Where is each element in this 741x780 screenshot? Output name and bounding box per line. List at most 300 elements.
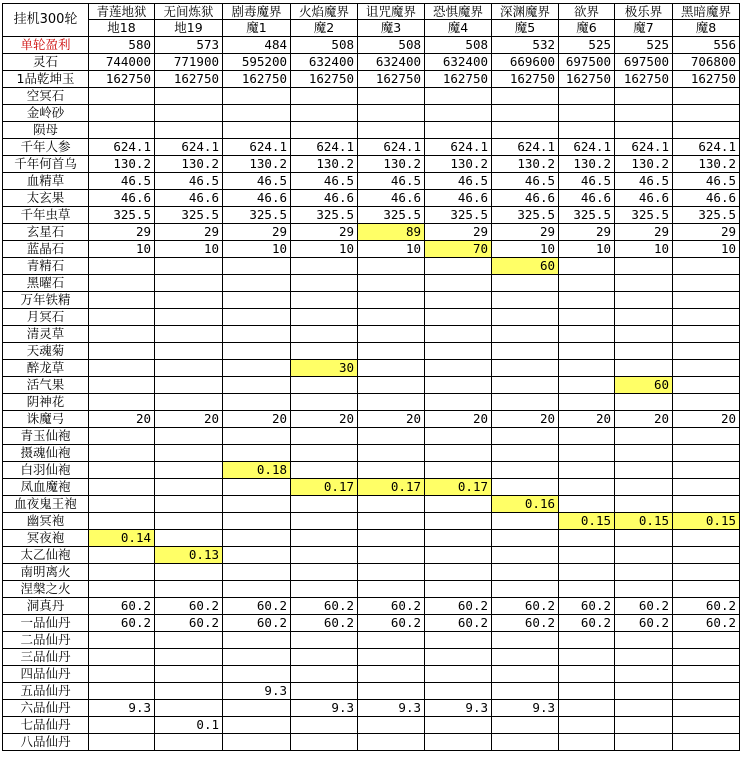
data-cell[interactable] — [559, 291, 615, 308]
data-cell[interactable] — [89, 478, 155, 495]
data-cell[interactable] — [155, 376, 223, 393]
data-cell[interactable] — [223, 665, 291, 682]
data-cell[interactable] — [425, 342, 492, 359]
data-cell[interactable] — [223, 376, 291, 393]
data-cell[interactable]: 46.6 — [615, 189, 673, 206]
data-cell[interactable]: 632400 — [358, 53, 425, 70]
data-cell[interactable]: 0.17 — [291, 478, 358, 495]
row-label[interactable]: 一品仙丹 — [3, 614, 89, 631]
data-cell[interactable] — [358, 359, 425, 376]
data-cell[interactable] — [358, 87, 425, 104]
row-label[interactable]: 醉龙草 — [3, 359, 89, 376]
data-cell[interactable] — [358, 733, 425, 750]
data-cell[interactable] — [358, 682, 425, 699]
data-cell[interactable] — [492, 478, 559, 495]
data-cell[interactable]: 60.2 — [492, 614, 559, 631]
data-cell[interactable] — [425, 682, 492, 699]
data-cell[interactable]: 706800 — [673, 53, 740, 70]
data-cell[interactable] — [155, 648, 223, 665]
data-cell[interactable]: 46.6 — [89, 189, 155, 206]
data-cell[interactable] — [155, 631, 223, 648]
data-cell[interactable]: 46.5 — [425, 172, 492, 189]
data-cell[interactable] — [673, 665, 740, 682]
column-header-name[interactable]: 恐惧魔界 — [425, 4, 492, 20]
data-cell[interactable] — [615, 87, 673, 104]
data-cell[interactable] — [559, 257, 615, 274]
data-cell[interactable]: 325.5 — [615, 206, 673, 223]
data-cell[interactable]: 162750 — [492, 70, 559, 87]
data-cell[interactable] — [425, 631, 492, 648]
data-cell[interactable] — [291, 104, 358, 121]
data-cell[interactable] — [291, 461, 358, 478]
data-cell[interactable] — [223, 631, 291, 648]
data-cell[interactable] — [155, 342, 223, 359]
data-cell[interactable] — [492, 631, 559, 648]
data-cell[interactable] — [155, 325, 223, 342]
data-cell[interactable] — [89, 104, 155, 121]
data-cell[interactable] — [673, 104, 740, 121]
data-cell[interactable]: 46.6 — [673, 189, 740, 206]
data-cell[interactable]: 162750 — [89, 70, 155, 87]
data-cell[interactable] — [155, 461, 223, 478]
data-cell[interactable] — [615, 546, 673, 563]
data-cell[interactable] — [673, 716, 740, 733]
data-cell[interactable] — [615, 291, 673, 308]
data-cell[interactable] — [89, 121, 155, 138]
data-cell[interactable] — [358, 376, 425, 393]
data-cell[interactable] — [223, 699, 291, 716]
data-cell[interactable]: 532 — [492, 36, 559, 53]
row-label[interactable]: 青精石 — [3, 257, 89, 274]
data-cell[interactable] — [559, 121, 615, 138]
data-cell[interactable] — [559, 427, 615, 444]
data-cell[interactable] — [425, 546, 492, 563]
data-cell[interactable]: 162750 — [673, 70, 740, 87]
data-cell[interactable] — [492, 121, 559, 138]
data-cell[interactable]: 162750 — [559, 70, 615, 87]
data-cell[interactable] — [223, 308, 291, 325]
data-cell[interactable] — [615, 495, 673, 512]
data-cell[interactable] — [223, 444, 291, 461]
data-cell[interactable] — [492, 444, 559, 461]
column-header-code[interactable]: 魔2 — [291, 20, 358, 36]
data-cell[interactable] — [559, 359, 615, 376]
data-cell[interactable] — [223, 87, 291, 104]
row-label[interactable]: 陨母 — [3, 121, 89, 138]
data-cell[interactable] — [425, 665, 492, 682]
data-cell[interactable]: 162750 — [223, 70, 291, 87]
data-cell[interactable]: 29 — [89, 223, 155, 240]
data-cell[interactable] — [89, 308, 155, 325]
data-cell[interactable] — [358, 546, 425, 563]
data-cell[interactable] — [425, 529, 492, 546]
data-cell[interactable]: 60.2 — [89, 614, 155, 631]
data-cell[interactable]: 162750 — [358, 70, 425, 87]
data-cell[interactable]: 508 — [291, 36, 358, 53]
column-header-name[interactable]: 诅咒魔界 — [358, 4, 425, 20]
data-cell[interactable]: 130.2 — [223, 155, 291, 172]
data-cell[interactable]: 10 — [358, 240, 425, 257]
column-header-name[interactable]: 无间炼狱 — [155, 4, 223, 20]
data-cell[interactable] — [559, 308, 615, 325]
data-cell[interactable] — [358, 444, 425, 461]
data-cell[interactable]: 46.6 — [559, 189, 615, 206]
row-label[interactable]: 五品仙丹 — [3, 682, 89, 699]
data-cell[interactable] — [492, 512, 559, 529]
data-cell[interactable] — [89, 359, 155, 376]
column-header-name[interactable]: 剧毒魔界 — [223, 4, 291, 20]
data-cell[interactable] — [425, 733, 492, 750]
data-cell[interactable]: 29 — [492, 223, 559, 240]
column-header-name[interactable]: 欲界 — [559, 4, 615, 20]
data-cell[interactable]: 771900 — [155, 53, 223, 70]
data-cell[interactable] — [425, 87, 492, 104]
row-label[interactable]: 太玄果 — [3, 189, 89, 206]
data-cell[interactable] — [673, 563, 740, 580]
data-cell[interactable] — [291, 291, 358, 308]
data-cell[interactable]: 46.5 — [559, 172, 615, 189]
data-cell[interactable] — [559, 631, 615, 648]
row-label[interactable]: 灵石 — [3, 53, 89, 70]
column-header-code[interactable]: 地19 — [155, 20, 223, 36]
data-cell[interactable] — [89, 682, 155, 699]
data-cell[interactable]: 624.1 — [155, 138, 223, 155]
data-cell[interactable] — [223, 359, 291, 376]
data-cell[interactable]: 30 — [291, 359, 358, 376]
data-cell[interactable] — [291, 121, 358, 138]
data-cell[interactable] — [223, 733, 291, 750]
data-cell[interactable] — [673, 376, 740, 393]
data-cell[interactable] — [89, 325, 155, 342]
row-label[interactable]: 六品仙丹 — [3, 699, 89, 716]
data-cell[interactable] — [358, 104, 425, 121]
data-cell[interactable] — [673, 274, 740, 291]
data-cell[interactable]: 60.2 — [358, 597, 425, 614]
data-cell[interactable] — [291, 325, 358, 342]
data-cell[interactable] — [358, 665, 425, 682]
data-cell[interactable] — [155, 104, 223, 121]
data-cell[interactable] — [492, 665, 559, 682]
row-label[interactable]: 二品仙丹 — [3, 631, 89, 648]
row-label[interactable]: 南明离火 — [3, 563, 89, 580]
data-cell[interactable] — [155, 529, 223, 546]
data-cell[interactable] — [223, 716, 291, 733]
data-cell[interactable] — [223, 342, 291, 359]
data-cell[interactable] — [155, 291, 223, 308]
data-cell[interactable]: 46.5 — [291, 172, 358, 189]
data-cell[interactable] — [291, 733, 358, 750]
data-cell[interactable]: 10 — [492, 240, 559, 257]
data-cell[interactable]: 325.5 — [291, 206, 358, 223]
data-cell[interactable] — [291, 682, 358, 699]
data-cell[interactable] — [155, 733, 223, 750]
data-cell[interactable] — [89, 444, 155, 461]
data-cell[interactable] — [673, 427, 740, 444]
data-cell[interactable] — [615, 699, 673, 716]
data-cell[interactable] — [155, 478, 223, 495]
data-cell[interactable] — [425, 121, 492, 138]
data-cell[interactable] — [358, 512, 425, 529]
data-cell[interactable] — [223, 529, 291, 546]
data-cell[interactable]: 46.6 — [155, 189, 223, 206]
data-cell[interactable] — [492, 87, 559, 104]
data-cell[interactable] — [358, 274, 425, 291]
data-cell[interactable] — [559, 648, 615, 665]
row-label[interactable]: 1品乾坤玉 — [3, 70, 89, 87]
data-cell[interactable]: 70 — [425, 240, 492, 257]
data-cell[interactable] — [615, 325, 673, 342]
data-cell[interactable] — [358, 461, 425, 478]
row-label[interactable]: 三品仙丹 — [3, 648, 89, 665]
data-cell[interactable]: 20 — [89, 410, 155, 427]
data-cell[interactable] — [559, 444, 615, 461]
data-cell[interactable]: 0.13 — [155, 546, 223, 563]
data-cell[interactable] — [89, 631, 155, 648]
data-cell[interactable]: 0.15 — [673, 512, 740, 529]
data-cell[interactable] — [155, 699, 223, 716]
data-cell[interactable] — [89, 376, 155, 393]
data-cell[interactable]: 46.6 — [291, 189, 358, 206]
data-cell[interactable] — [155, 682, 223, 699]
data-cell[interactable]: 60.2 — [425, 597, 492, 614]
row-label[interactable]: 千年人参 — [3, 138, 89, 155]
data-cell[interactable] — [89, 427, 155, 444]
data-cell[interactable] — [673, 529, 740, 546]
data-cell[interactable] — [89, 546, 155, 563]
data-cell[interactable] — [673, 325, 740, 342]
data-cell[interactable] — [615, 631, 673, 648]
data-cell[interactable] — [89, 257, 155, 274]
data-cell[interactable] — [559, 699, 615, 716]
row-label[interactable]: 天魂菊 — [3, 342, 89, 359]
data-cell[interactable]: 573 — [155, 36, 223, 53]
row-label[interactable]: 千年虫草 — [3, 206, 89, 223]
data-cell[interactable] — [89, 495, 155, 512]
row-label[interactable]: 阴神花 — [3, 393, 89, 410]
data-cell[interactable] — [559, 393, 615, 410]
data-cell[interactable]: 0.17 — [358, 478, 425, 495]
data-cell[interactable]: 632400 — [425, 53, 492, 70]
row-label[interactable]: 千年何首乌 — [3, 155, 89, 172]
data-cell[interactable]: 60.2 — [291, 597, 358, 614]
data-cell[interactable] — [615, 342, 673, 359]
data-cell[interactable]: 10 — [559, 240, 615, 257]
data-cell[interactable] — [358, 648, 425, 665]
data-cell[interactable] — [291, 87, 358, 104]
data-cell[interactable] — [492, 716, 559, 733]
data-cell[interactable] — [155, 308, 223, 325]
data-cell[interactable]: 29 — [559, 223, 615, 240]
data-cell[interactable] — [425, 325, 492, 342]
column-header-name[interactable]: 深渊魔界 — [492, 4, 559, 20]
data-cell[interactable]: 60.2 — [155, 597, 223, 614]
data-cell[interactable] — [615, 665, 673, 682]
data-cell[interactable]: 325.5 — [425, 206, 492, 223]
data-cell[interactable] — [492, 682, 559, 699]
data-cell[interactable]: 556 — [673, 36, 740, 53]
data-cell[interactable] — [673, 121, 740, 138]
data-cell[interactable] — [223, 546, 291, 563]
data-cell[interactable] — [492, 733, 559, 750]
data-cell[interactable] — [673, 461, 740, 478]
data-cell[interactable]: 130.2 — [358, 155, 425, 172]
data-cell[interactable] — [559, 87, 615, 104]
data-cell[interactable] — [425, 580, 492, 597]
data-cell[interactable] — [425, 308, 492, 325]
row-label[interactable]: 摄魂仙袍 — [3, 444, 89, 461]
data-cell[interactable]: 9.3 — [425, 699, 492, 716]
data-cell[interactable] — [358, 631, 425, 648]
data-cell[interactable] — [223, 495, 291, 512]
data-cell[interactable] — [559, 478, 615, 495]
data-cell[interactable] — [615, 682, 673, 699]
data-cell[interactable] — [615, 461, 673, 478]
data-cell[interactable]: 46.5 — [155, 172, 223, 189]
data-cell[interactable] — [291, 427, 358, 444]
data-cell[interactable]: 10 — [155, 240, 223, 257]
data-cell[interactable]: 325.5 — [673, 206, 740, 223]
data-cell[interactable]: 632400 — [291, 53, 358, 70]
data-cell[interactable] — [559, 104, 615, 121]
data-cell[interactable]: 10 — [89, 240, 155, 257]
data-cell[interactable]: 162750 — [615, 70, 673, 87]
data-cell[interactable] — [492, 274, 559, 291]
data-cell[interactable] — [425, 427, 492, 444]
data-cell[interactable] — [223, 580, 291, 597]
data-cell[interactable] — [291, 512, 358, 529]
data-cell[interactable] — [673, 359, 740, 376]
data-cell[interactable]: 60.2 — [673, 597, 740, 614]
data-cell[interactable] — [358, 529, 425, 546]
data-cell[interactable]: 624.1 — [291, 138, 358, 155]
data-cell[interactable] — [155, 580, 223, 597]
column-header-code[interactable]: 魔3 — [358, 20, 425, 36]
data-cell[interactable] — [492, 461, 559, 478]
data-cell[interactable] — [615, 308, 673, 325]
row-label[interactable]: 冥夜袍 — [3, 529, 89, 546]
data-cell[interactable] — [673, 87, 740, 104]
data-cell[interactable] — [673, 478, 740, 495]
data-cell[interactable]: 325.5 — [89, 206, 155, 223]
data-cell[interactable]: 29 — [673, 223, 740, 240]
data-cell[interactable] — [358, 495, 425, 512]
data-cell[interactable]: 60.2 — [615, 614, 673, 631]
row-label[interactable]: 血夜鬼王袍 — [3, 495, 89, 512]
data-cell[interactable] — [615, 104, 673, 121]
data-cell[interactable] — [673, 308, 740, 325]
data-cell[interactable] — [615, 580, 673, 597]
data-cell[interactable]: 60.2 — [155, 614, 223, 631]
row-label[interactable]: 四品仙丹 — [3, 665, 89, 682]
row-label[interactable]: 空冥石 — [3, 87, 89, 104]
data-cell[interactable]: 60.2 — [358, 614, 425, 631]
data-cell[interactable]: 130.2 — [615, 155, 673, 172]
data-cell[interactable] — [492, 291, 559, 308]
data-cell[interactable] — [155, 87, 223, 104]
data-cell[interactable]: 0.14 — [89, 529, 155, 546]
data-cell[interactable] — [358, 563, 425, 580]
data-cell[interactable]: 46.5 — [223, 172, 291, 189]
data-cell[interactable]: 325.5 — [223, 206, 291, 223]
data-cell[interactable] — [559, 461, 615, 478]
data-cell[interactable]: 624.1 — [425, 138, 492, 155]
data-cell[interactable] — [291, 393, 358, 410]
row-label[interactable]: 青玉仙袍 — [3, 427, 89, 444]
data-cell[interactable] — [89, 733, 155, 750]
data-cell[interactable] — [358, 342, 425, 359]
data-cell[interactable] — [425, 512, 492, 529]
data-cell[interactable] — [291, 563, 358, 580]
data-cell[interactable]: 46.6 — [223, 189, 291, 206]
data-cell[interactable]: 46.5 — [89, 172, 155, 189]
data-cell[interactable]: 10 — [223, 240, 291, 257]
data-cell[interactable] — [673, 699, 740, 716]
data-cell[interactable] — [89, 716, 155, 733]
data-cell[interactable] — [155, 495, 223, 512]
data-cell[interactable] — [559, 325, 615, 342]
data-cell[interactable]: 0.16 — [492, 495, 559, 512]
data-cell[interactable]: 9.3 — [358, 699, 425, 716]
data-cell[interactable]: 10 — [673, 240, 740, 257]
data-cell[interactable]: 60.2 — [89, 597, 155, 614]
data-cell[interactable] — [223, 121, 291, 138]
data-cell[interactable] — [559, 665, 615, 682]
data-cell[interactable]: 525 — [615, 36, 673, 53]
data-cell[interactable] — [559, 682, 615, 699]
row-label[interactable]: 单轮盈利 — [3, 36, 89, 53]
data-cell[interactable] — [673, 342, 740, 359]
data-cell[interactable]: 0.17 — [425, 478, 492, 495]
row-label[interactable]: 万年铁精 — [3, 291, 89, 308]
data-cell[interactable] — [291, 495, 358, 512]
data-cell[interactable]: 46.6 — [492, 189, 559, 206]
data-cell[interactable] — [673, 733, 740, 750]
column-header-name[interactable]: 火焰魔界 — [291, 4, 358, 20]
data-cell[interactable]: 697500 — [559, 53, 615, 70]
data-cell[interactable]: 744000 — [89, 53, 155, 70]
data-cell[interactable]: 130.2 — [89, 155, 155, 172]
data-cell[interactable] — [425, 104, 492, 121]
data-cell[interactable]: 10 — [291, 240, 358, 257]
data-cell[interactable] — [559, 529, 615, 546]
data-cell[interactable] — [492, 359, 559, 376]
data-cell[interactable] — [425, 716, 492, 733]
data-cell[interactable] — [291, 308, 358, 325]
data-cell[interactable]: 60 — [615, 376, 673, 393]
data-cell[interactable]: 20 — [673, 410, 740, 427]
data-cell[interactable]: 162750 — [291, 70, 358, 87]
data-cell[interactable]: 46.5 — [492, 172, 559, 189]
data-cell[interactable]: 29 — [291, 223, 358, 240]
data-cell[interactable] — [673, 257, 740, 274]
data-cell[interactable] — [223, 274, 291, 291]
data-cell[interactable]: 130.2 — [425, 155, 492, 172]
data-cell[interactable] — [492, 325, 559, 342]
data-cell[interactable] — [615, 478, 673, 495]
column-header-code[interactable]: 地18 — [89, 20, 155, 36]
data-cell[interactable]: 624.1 — [559, 138, 615, 155]
data-cell[interactable] — [673, 393, 740, 410]
data-cell[interactable] — [358, 121, 425, 138]
column-header-code[interactable]: 魔6 — [559, 20, 615, 36]
data-cell[interactable] — [559, 733, 615, 750]
data-cell[interactable] — [291, 716, 358, 733]
row-label[interactable]: 玄星石 — [3, 223, 89, 240]
data-cell[interactable] — [673, 495, 740, 512]
row-label[interactable]: 白羽仙袍 — [3, 461, 89, 478]
data-cell[interactable] — [358, 325, 425, 342]
data-cell[interactable] — [615, 393, 673, 410]
